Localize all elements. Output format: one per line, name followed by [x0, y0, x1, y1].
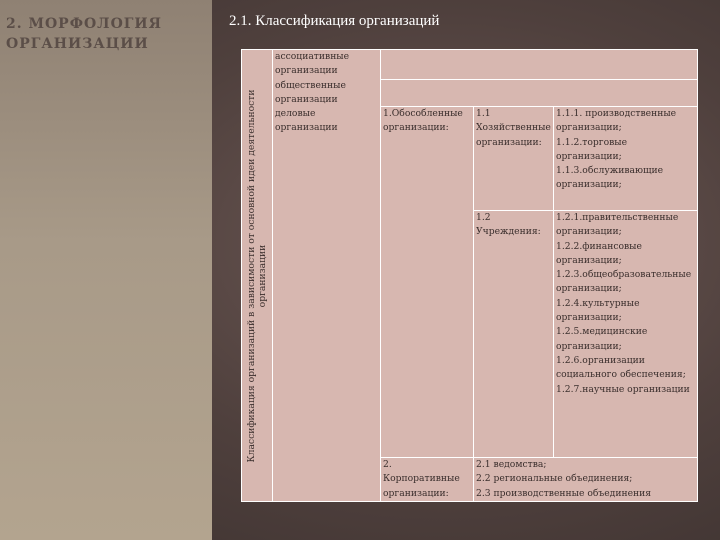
group2-items-cell	[474, 458, 698, 502]
sub1-label: 1.1 Хозяйственные организации:	[476, 108, 551, 148]
sub2-label: 1.2 Учреждения:	[476, 212, 541, 238]
classification-table	[241, 49, 698, 502]
table-row	[242, 50, 698, 80]
categories-text: ассоциативные организации общественные организации деловые организации	[275, 51, 350, 134]
empty-cell	[381, 80, 698, 107]
sub2-items: 1.2.1.правительственные организации; 1.2.2.финансовые организации; 1.2.3.общеобразовательные организации; 1.2.4.культурные организации; 1.2.5.медицинские организации; 1.2.6.организации социального обеспечения; 1.2.7.научные организации	[556, 212, 692, 395]
left-sidebar-panel	[0, 0, 212, 540]
sub1-items-cell	[554, 107, 698, 211]
sub1-items: 1.1.1. производственные организации; 1.1.2.торговые организации; 1.1.3.обслуживающие организации;	[556, 108, 677, 191]
group1-title-cell	[381, 107, 474, 458]
sub1-label-cell	[474, 107, 554, 211]
sub2-items-cell	[554, 211, 698, 458]
empty-cell	[381, 50, 698, 80]
categories-cell	[273, 50, 381, 502]
vertical-label: Классификация организаций в зависимости от основной идеи деятельности организации	[246, 89, 268, 462]
sidebar-title: 2. МОРФОЛОГИЯ ОРГАНИЗАЦИИ	[6, 16, 163, 52]
group1-title: 1.Обособленные организации:	[383, 108, 463, 134]
slide-heading: 2.1. Классификация организаций	[229, 13, 440, 29]
group2-items: 2.1 ведомства; 2.2 региональные объединения; 2.3 производственные объединения	[476, 459, 652, 499]
vertical-label-cell	[242, 50, 273, 502]
group2-title: 2. Корпоративные организации:	[383, 459, 460, 499]
sub2-label-cell	[474, 211, 554, 458]
group2-title-cell	[381, 458, 474, 502]
